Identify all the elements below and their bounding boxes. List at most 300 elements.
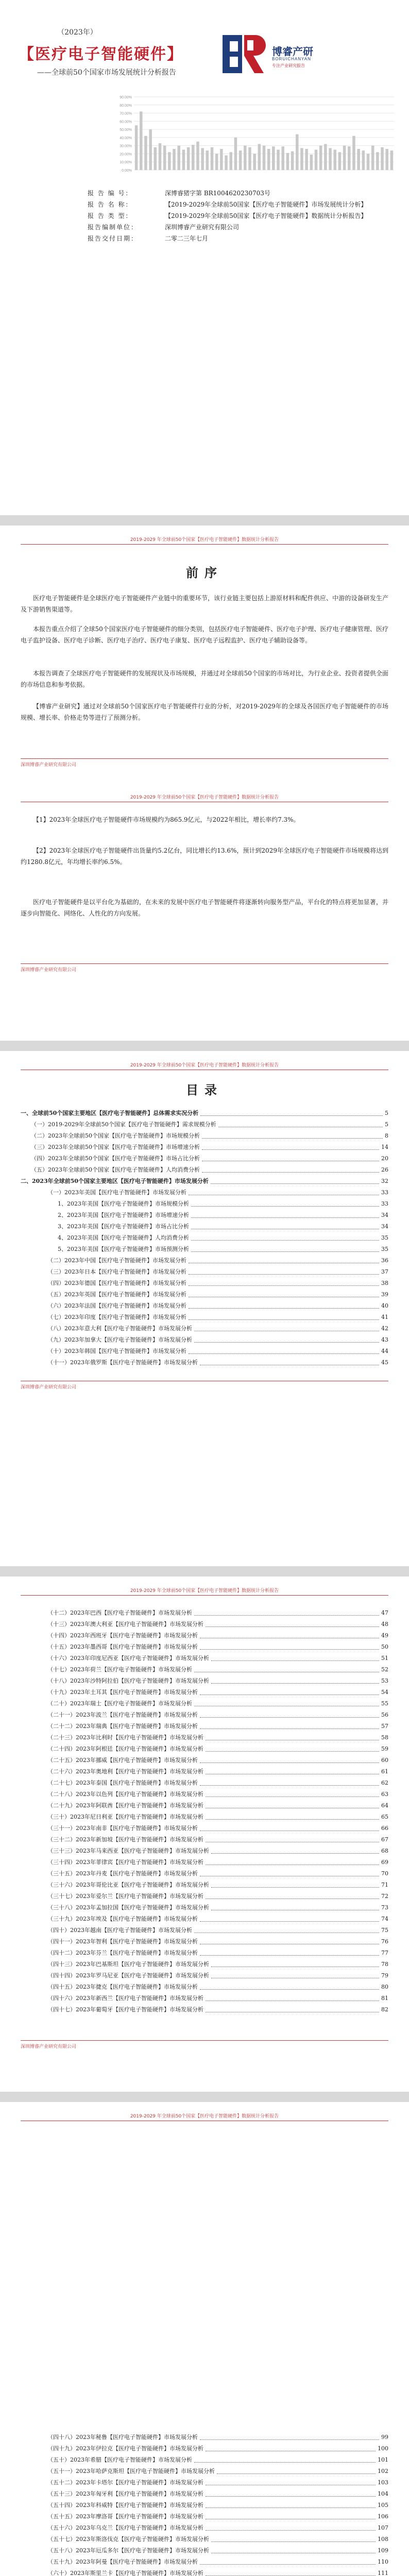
- toc-entry-label: （二十二）2023年瑞典【医疗电子智能硬件】市场发展分析: [47, 1723, 198, 1730]
- toc-entry-label: （四十一）2023年智利【医疗电子智能硬件】市场发展分析: [47, 1938, 198, 1945]
- toc-entry[interactable]: [21, 2432, 388, 2443]
- chart-bar: [211, 147, 214, 170]
- toc-entry[interactable]: [21, 1278, 388, 1289]
- toc-entry[interactable]: [21, 1857, 388, 1868]
- toc-page-number: 37: [381, 1268, 388, 1275]
- toc-page-number: 33: [381, 1189, 388, 1196]
- toc-list: [21, 2432, 388, 2576]
- toc-entry[interactable]: [21, 1811, 388, 1823]
- summary-paragraph: 【1】2023年全球医疗电子智能硬件市场规模约为865.9亿元，与2022年相比，增长率约7.3%。: [33, 816, 300, 823]
- toc-leader-dots: [200, 1785, 379, 1786]
- toc-entry[interactable]: [21, 1210, 388, 1221]
- toc-entry-label: （二十九）2023年阿联酋【医疗电子智能硬件】市场发展分析: [47, 1802, 203, 1809]
- chart-bar: [144, 136, 147, 170]
- toc-entry-label: （十四）2023年西班牙【医疗电子智能硬件】市场发展分析: [47, 1632, 198, 1639]
- meta-row: [88, 233, 386, 244]
- y-tick-label: 90.00%: [120, 96, 132, 99]
- toc-page-number: 63: [381, 1791, 388, 1798]
- toc-entry[interactable]: [21, 1198, 388, 1210]
- toc-entry-label: 5、2023年美国【医疗电子智能硬件】市场预测分析: [58, 1246, 189, 1252]
- toc-entry[interactable]: [21, 1334, 388, 1346]
- toc-page-number: 104: [378, 2490, 388, 2497]
- toc-page-number: 56: [381, 1711, 388, 1718]
- chart-bar: [225, 156, 228, 170]
- page-header: 2019-2029 年全球前50个国家【医疗电子智能硬件】数据统计分析报告: [21, 1061, 388, 1070]
- toc-leader-dots: [211, 1853, 379, 1854]
- toc-entry[interactable]: [21, 1653, 388, 1664]
- toc-leader-dots: [206, 1626, 379, 1627]
- toc-entry[interactable]: [21, 1641, 388, 1653]
- toc-leader-dots: [211, 2541, 376, 2542]
- toc-entry[interactable]: [21, 2454, 388, 2466]
- toc-page: [0, 2102, 409, 2576]
- toc-entry-label: （四十四）2023年罗马尼亚【医疗电子智能硬件】市场发展分析: [47, 1972, 209, 1979]
- chart-bar: [310, 155, 313, 170]
- toc-entry-label: （一）2023年美国【医疗电子智能硬件】市场发展分析: [47, 1189, 186, 1196]
- toc-leader-dots: [202, 1138, 383, 1139]
- toc-page-number: 52: [381, 1666, 388, 1673]
- chart-bar: [329, 148, 332, 170]
- chart-bar: [177, 146, 180, 170]
- toc-entry-label: （十一）2023年俄罗斯【医疗电子智能硬件】市场发展分析: [47, 1359, 198, 1366]
- toc-leader-dots: [200, 1921, 379, 1922]
- chart-bar: [201, 148, 204, 170]
- toc-entry[interactable]: [21, 1357, 388, 1368]
- toc-entry-label: （五十四）2023年科威特【医疗电子智能硬件】市场发展分析: [47, 2502, 203, 2509]
- chart-bar: [196, 142, 199, 170]
- toc-entry[interactable]: [21, 1255, 388, 1266]
- toc-page-number: 70: [381, 1870, 388, 1877]
- toc-entry[interactable]: [21, 1743, 388, 1755]
- toc-page-number: 35: [381, 1246, 388, 1252]
- page-footer: 深圳博睿产业研究有限公司: [21, 758, 388, 771]
- toc-entry-label: （九）2023年加拿大【医疗电子智能硬件】市场发展分析: [47, 1336, 192, 1343]
- toc-entry[interactable]: [21, 1289, 388, 1300]
- toc-leader-dots: [211, 1183, 379, 1184]
- toc-page-number: 14: [381, 1144, 388, 1150]
- chart-bar: [215, 154, 218, 170]
- toc-entry[interactable]: [21, 1108, 388, 1119]
- toc-page-number: 8: [385, 1132, 388, 1139]
- toc-entry[interactable]: [21, 1630, 388, 1641]
- toc-entry-label: （十）2023年韩国【医疗电子智能硬件】市场发展分析: [47, 1348, 186, 1354]
- toc-leader-dots: [191, 1240, 379, 1241]
- toc-entry[interactable]: [21, 1164, 388, 1176]
- toc-entry-label: （三十五）2023年丹麦【医疗电子智能硬件】市场发展分析: [47, 1870, 198, 1877]
- toc-page-number: 34: [381, 1212, 388, 1218]
- toc-entry[interactable]: [21, 1687, 388, 1698]
- toc-page-number: 78: [381, 1961, 388, 1968]
- toc-leader-dots: [200, 1115, 383, 1116]
- toc-page-number: 40: [381, 1302, 388, 1309]
- toc-page-number: 5: [385, 1110, 388, 1116]
- logo-cn-text: 博睿产研: [272, 45, 313, 58]
- toc-page-number: 105: [378, 2502, 388, 2509]
- toc-leader-dots: [211, 1660, 379, 1661]
- toc-entry[interactable]: [21, 1789, 388, 1800]
- toc-entry[interactable]: [21, 1981, 388, 1993]
- meta-key: 报 告 类 型：: [88, 212, 133, 219]
- toc-entry-label: （五十七）2023年斯洛伐克【医疗电子智能硬件】市场发展分析: [47, 2536, 209, 2543]
- toc-entry[interactable]: [21, 1153, 388, 1164]
- toc-entry[interactable]: [21, 1959, 388, 1970]
- toc-page-number: 80: [381, 1984, 388, 1990]
- toc-entry[interactable]: [21, 2466, 388, 2477]
- toc-page-number: 39: [381, 1291, 388, 1298]
- toc-page-number: 35: [381, 1234, 388, 1241]
- toc-entry-label: （三十四）2023年菲律宾【医疗电子智能硬件】市场发展分析: [47, 1859, 203, 1866]
- toc-leader-dots: [191, 1206, 379, 1207]
- chart-bar: [343, 146, 346, 170]
- toc-page-number: 34: [381, 1223, 388, 1230]
- toc-entry-label: （十七）2023年荷兰【医疗电子智能硬件】市场发展分析: [47, 1666, 192, 1673]
- chart-bar: [305, 149, 308, 170]
- toc-entry[interactable]: [21, 1300, 388, 1312]
- meta-row: [88, 188, 386, 199]
- toc-leader-dots: [200, 1955, 379, 1956]
- toc-entry[interactable]: [21, 1607, 388, 1619]
- toc-page: [0, 1577, 409, 2092]
- meta-value: 深博睿猪字第 BR1004620230703号: [165, 190, 270, 197]
- chart-bar: [333, 150, 336, 170]
- toc-entry[interactable]: [21, 1664, 388, 1675]
- toc-entry[interactable]: [21, 1323, 388, 1334]
- meta-key: 报告交付日期：: [88, 235, 139, 242]
- toc-page-number: 36: [381, 1257, 388, 1264]
- toc-entry[interactable]: [21, 1936, 388, 1947]
- toc-entry[interactable]: [21, 1187, 388, 1198]
- toc-page-number: 49: [381, 1632, 388, 1639]
- toc-title: 目录: [186, 1082, 223, 1097]
- meta-value: 深圳博睿产业研究有限公司: [165, 224, 240, 231]
- toc-entry[interactable]: [21, 2556, 388, 2568]
- toc-leader-dots: [200, 2564, 376, 2565]
- chart-bar: [159, 143, 162, 170]
- toc-entry[interactable]: [21, 1925, 388, 1936]
- toc-entry[interactable]: [21, 2511, 388, 2522]
- preface-paragraph: 医疗电子智能硬件是全球医疗电子智能硬件产业链中的重要环节，该行业链主要包括上游原材料和配件供应、中游的设备研发生产及下游销售渠道等。: [21, 595, 388, 613]
- page-header: 2019-2029 年全球前50个国家【医疗电子智能硬件】数据统计分析报告: [21, 1587, 388, 1596]
- chart-bar: [281, 146, 284, 170]
- toc-page-number: 77: [381, 1950, 388, 1956]
- toc-leader-dots: [200, 1694, 379, 1695]
- toc-entry[interactable]: [21, 1993, 388, 2004]
- toc-page-number: 38: [381, 1280, 388, 1286]
- chart-bar: [376, 152, 379, 170]
- toc-page-number: 111: [378, 2570, 388, 2576]
- toc-entry-label: （五十五）2023年摩洛哥【医疗电子智能硬件】市场发展分析: [47, 2513, 203, 2520]
- toc-entry[interactable]: [21, 1732, 388, 1743]
- chart-bar: [135, 125, 138, 170]
- toc-entry-label: （五十六）2023年乌克兰【医疗电子智能硬件】市场发展分析: [47, 2524, 203, 2531]
- y-tick-label: 50.00%: [120, 128, 132, 132]
- toc-entry[interactable]: [21, 2534, 388, 2545]
- toc-entry[interactable]: [21, 1970, 388, 1981]
- toc-entry[interactable]: [21, 1777, 388, 1789]
- meta-row: [88, 199, 386, 210]
- meta-value: 【2019-2029年全球前50国家【医疗电子智能硬件】数据统计分析报告】: [165, 212, 367, 219]
- chart-bar: [277, 150, 280, 170]
- toc-entry[interactable]: [21, 1823, 388, 1834]
- toc-leader-dots: [200, 1989, 379, 1990]
- toc-entry[interactable]: [21, 1119, 388, 1130]
- toc-entry-label: （三十六）2023年哥伦比亚【医疗电子智能硬件】市场发展分析: [47, 1882, 209, 1888]
- toc-entry[interactable]: [21, 1891, 388, 1902]
- toc-leader-dots: [191, 1217, 379, 1218]
- toc-entry[interactable]: [21, 2488, 388, 2500]
- chart-bar: [385, 149, 388, 170]
- toc-entry[interactable]: [21, 1130, 388, 1142]
- chart-bar: [192, 145, 195, 170]
- toc-entry[interactable]: [21, 1346, 388, 1357]
- toc-entry-label: （十八）2023年沙特阿拉伯【医疗电子智能硬件】市场发展分析: [47, 1677, 209, 1684]
- toc-entry[interactable]: [21, 1244, 388, 1255]
- toc-page-number: 58: [381, 1734, 388, 1741]
- chart-bar: [272, 146, 275, 170]
- toc-entry[interactable]: [21, 1698, 388, 1709]
- toc-list: [21, 1607, 388, 2015]
- toc-entry-label: （一）2019-2029年全球前50个国家【医疗电子智能硬件】需求规模分析: [31, 1121, 216, 1128]
- toc-entry-label: （十三）2023年澳大利亚【医疗电子智能硬件】市场发展分析: [47, 1621, 203, 1628]
- toc-entry-label: （八）2023年意大利【医疗电子智能硬件】市场发展分析: [47, 1325, 192, 1332]
- chart-bar: [267, 149, 270, 170]
- toc-leader-dots: [200, 1728, 379, 1729]
- chart-bar: [258, 144, 261, 170]
- toc-page-number: 67: [381, 1836, 388, 1843]
- toc-leader-dots: [189, 1285, 379, 1286]
- chart-bar: [248, 147, 251, 170]
- toc-entry-label: 2、2023年美国【医疗电子智能硬件】市场增速分析: [58, 1212, 189, 1218]
- chart-bar: [357, 149, 360, 170]
- preface-page: [0, 526, 409, 1041]
- toc-entry[interactable]: [21, 1868, 388, 1879]
- toc-entry-label: （十九）2023年土耳其【医疗电子智能硬件】市场发展分析: [47, 1689, 198, 1696]
- toc-leader-dots: [202, 1149, 379, 1150]
- toc-entry[interactable]: [21, 2522, 388, 2534]
- toc-page-number: 66: [381, 1825, 388, 1832]
- toc-list: [21, 1108, 388, 1368]
- logo-tagline: 专注产业研究报告: [272, 63, 305, 68]
- toc-entry[interactable]: [21, 2477, 388, 2488]
- summary-paragraph: 医疗电子智能硬件是以平台化为基础的，在未来的发展中医疗电子智能硬件将逐渐转向服务型产品，平台化的特点将更加显著，并逐步向智能化、网络化、人性化的方向发展。: [21, 899, 388, 917]
- toc-entry-label: （十五）2023年墨西哥【医疗电子智能硬件】市场发展分析: [47, 1643, 198, 1650]
- toc-page-number: 5: [385, 1121, 388, 1128]
- toc-entry[interactable]: [21, 1800, 388, 1811]
- toc-entry[interactable]: [21, 2500, 388, 2511]
- toc-entry-label: 一、全球前50个国家主要地区【医疗电子智能硬件】总体需求实况分析: [21, 1110, 199, 1116]
- toc-entry[interactable]: [21, 1232, 388, 1244]
- chart-bar: [154, 147, 157, 170]
- y-tick-label: 40.00%: [120, 136, 132, 140]
- toc-leader-dots: [206, 1819, 379, 1820]
- toc-page-number: 64: [381, 1802, 388, 1809]
- meta-value: 【2019-2029年全球前50国家【医疗电子智能硬件】市场发展统计分析】: [165, 201, 367, 208]
- toc-entry[interactable]: [21, 2545, 388, 2556]
- toc-page-number: 69: [381, 1859, 388, 1866]
- toc-page-number: 41: [381, 1314, 388, 1320]
- toc-entry-label: （二十五）2023年挪威【医疗电子智能硬件】市场发展分析: [47, 1757, 198, 1764]
- toc-entry-label: 二、2023年全球前50个国家主要地区【医疗电子智能硬件】市场发展分析: [21, 1178, 209, 1184]
- toc-entry-label: （五）2023年英国【医疗电子智能硬件】市场发展分析: [47, 1291, 186, 1298]
- toc-leader-dots: [211, 1887, 379, 1888]
- toc-entry-label: （三十八）2023年孟加拉国【医疗电子智能硬件】市场发展分析: [47, 1904, 209, 1911]
- meta-key: 报 告 名 称：: [88, 201, 133, 208]
- preface-paragraph: 本报告重点介绍了全球50个国家医疗电子智能硬件的细分类别，包括医疗电子智能硬件、医疗电子护理、医疗电子健康管理、医疗电子监护设备、医疗电子诊断、医疗电子治疗、医疗电子康复、医疗电子远程监护、医疗电子辅助设备等。: [21, 625, 388, 644]
- toc-entry-label: （三十二）2023年新加坡【医疗电子智能硬件】市场发展分析: [47, 1836, 203, 1843]
- toc-leader-dots: [194, 1615, 379, 1616]
- toc-entry[interactable]: [21, 1913, 388, 1925]
- cover-year: （2023年）: [57, 28, 97, 37]
- toc-page-number: 103: [378, 2479, 388, 2486]
- toc-entry-label: （二十七）2023年泰国【医疗电子智能硬件】市场发展分析: [47, 1780, 198, 1786]
- toc-entry[interactable]: [21, 1845, 388, 1857]
- toc-entry-label: （十二）2023年巴西【医疗电子智能硬件】市场发展分析: [47, 1609, 192, 1616]
- toc-entry-label: （二十一）2023年波兰【医疗电子智能硬件】市场发展分析: [47, 1711, 198, 1718]
- chart-bar: [173, 149, 176, 170]
- toc-leader-dots: [202, 1172, 379, 1173]
- toc-entry-label: （五十三）2023年匈牙利【医疗电子智能硬件】市场发展分析: [47, 2490, 203, 2497]
- toc-page-number: 71: [381, 1882, 388, 1888]
- toc-page-number: 44: [381, 1348, 388, 1354]
- preface-title: 前序: [186, 565, 223, 580]
- chart-bar: [229, 152, 232, 170]
- toc-entry[interactable]: [21, 2568, 388, 2576]
- toc-leader-dots: [206, 2496, 376, 2497]
- toc-entry-label: （四）2023年全球前50个国家【医疗电子智能硬件】市场占比分析: [31, 1155, 200, 1162]
- toc-entry-label: （十六）2023年印度尼西亚【医疗电子智能硬件】市场发展分析: [47, 1655, 209, 1662]
- page-footer: 深圳博睿产业研究有限公司: [21, 963, 388, 976]
- toc-entry-label: （四十二）2023年芬兰【医疗电子智能硬件】市场发展分析: [47, 1950, 198, 1956]
- toc-entry[interactable]: [21, 1721, 388, 1732]
- chart-bar: [296, 134, 299, 170]
- chart-bar: [163, 146, 166, 170]
- toc-entry-label: （四十六）2023年新西兰【医疗电子智能硬件】市场发展分析: [47, 1995, 203, 2002]
- toc-leader-dots: [200, 1762, 379, 1763]
- toc-entry[interactable]: [21, 1266, 388, 1278]
- y-tick-label: 60.00%: [120, 120, 132, 124]
- toc-entry[interactable]: [21, 1142, 388, 1153]
- toc-page-number: 79: [381, 1972, 388, 1979]
- toc-entry-label: （五十二）2023年卡塔尔【医疗电子智能硬件】市场发展分析: [47, 2479, 203, 2486]
- toc-entry-label: （三十）2023年尼日利亚【医疗电子智能硬件】市场发展分析: [47, 1814, 203, 1820]
- page-header: 2019-2029 年全球前50个国家【医疗电子智能硬件】数据统计分析报告: [21, 536, 388, 545]
- toc-page-number: 106: [378, 2513, 388, 2520]
- toc-entry[interactable]: [21, 2004, 388, 2015]
- meta-key: 报告编制单位：: [88, 224, 139, 231]
- toc-page-number: 60: [381, 1757, 388, 1764]
- chart-bar: [319, 146, 322, 170]
- toc-entry-label: （四十）2023年越南【医疗电子智能硬件】市场发展分析: [47, 1927, 192, 1934]
- toc-page-number: 47: [381, 1609, 388, 1616]
- toc-entry[interactable]: [21, 1879, 388, 1891]
- chart-bar: [362, 150, 365, 170]
- chart-bar: [367, 154, 370, 170]
- chart-bar: [352, 136, 355, 170]
- summary-paragraph: 【2】2023年全球医疗电子智能硬件出货量约5.2亿台，同比增长约13.6%，预计到2029年全球医疗电子智能硬件市场规模将达到约1280.8亿元，年均增长率约6.5%。: [21, 847, 388, 866]
- toc-page-number: 65: [381, 1814, 388, 1820]
- y-tick-label: 10.00%: [120, 161, 132, 165]
- toc-entry-label: （三）2023年日本【医疗电子智能硬件】市场发展分析: [47, 1268, 186, 1275]
- y-tick-label: 20.00%: [120, 152, 132, 157]
- chart-bar: [140, 111, 143, 170]
- chart-bar: [234, 138, 237, 170]
- toc-page-number: 43: [381, 1336, 388, 1343]
- toc-entry[interactable]: [21, 1675, 388, 1687]
- toc-page-number: 82: [381, 2006, 388, 2013]
- toc-entry[interactable]: [21, 1619, 388, 1630]
- chart-bar: [149, 129, 152, 170]
- toc-leader-dots: [194, 1342, 379, 1343]
- toc-page-number: 102: [378, 2468, 388, 2475]
- toc-entry[interactable]: [21, 1766, 388, 1777]
- toc-leader-dots: [189, 1319, 379, 1320]
- toc-page-number: 73: [381, 1904, 388, 1911]
- toc-entry[interactable]: [21, 1312, 388, 1323]
- toc-entry-label: （三十七）2023年爱尔兰【医疗电子智能硬件】市场发展分析: [47, 1893, 203, 1900]
- toc-page-number: 51: [381, 1655, 388, 1662]
- toc-page: [0, 1051, 409, 1566]
- preface-paragraph: 本报告调查了全球医疗电子智能硬件的发展现状及市场规模，并通过对全球前50个国家的市场对比，为行业企业、投资者提供全面的市场信息和参考依据。: [21, 670, 388, 688]
- toc-entry-label: （四十八）2023年秘鲁【医疗电子智能硬件】市场发展分析: [47, 2434, 198, 2441]
- chart-bar: [263, 146, 266, 170]
- chart-bar: [239, 150, 242, 170]
- toc-entry[interactable]: [21, 1834, 388, 1845]
- toc-leader-dots: [189, 1353, 379, 1354]
- toc-leader-dots: [189, 1274, 379, 1275]
- toc-page-number: 50: [381, 1643, 388, 1650]
- toc-entry[interactable]: [21, 1947, 388, 1959]
- toc-entry[interactable]: [21, 1902, 388, 1913]
- toc-leader-dots: [206, 2507, 376, 2508]
- toc-leader-dots: [200, 2439, 379, 2440]
- chart-bar: [291, 151, 294, 170]
- toc-page-number: 101: [378, 2456, 388, 2463]
- cover-bar-chart: [108, 93, 397, 175]
- page-footer: 深圳博睿产业研究有限公司: [21, 1381, 388, 1394]
- chart-bar: [300, 148, 303, 170]
- toc-page-number: 107: [378, 2524, 388, 2531]
- toc-page-number: 48: [381, 1621, 388, 1628]
- y-tick-label: 0.00%: [122, 169, 132, 173]
- cover-subtitle: ——全球前50个国家市场发展统计分析报告: [37, 69, 176, 77]
- toc-page-number: 100: [378, 2445, 388, 2452]
- toc-page-number: 75: [381, 1927, 388, 1934]
- toc-entry-label: （五）2023年全球前50个国家【医疗电子智能硬件】人均消费分析: [31, 1166, 200, 1173]
- report-meta: [88, 188, 386, 244]
- toc-entry-label: （六）2023年法国【医疗电子智能硬件】市场发展分析: [47, 1302, 186, 1309]
- page-header: 2019-2029 年全球前50个国家【医疗电子智能硬件】数据统计分析报告: [21, 2112, 388, 2121]
- toc-page-number: 62: [381, 1780, 388, 1786]
- toc-entry[interactable]: [21, 1221, 388, 1232]
- toc-entry-label: 1、2023年美国【医疗电子智能硬件】市场规模分析: [58, 1200, 189, 1207]
- chart-bar: [244, 146, 247, 170]
- toc-entry-label: （三）2023年全球前50个国家【医疗电子智能硬件】市场增速分析: [31, 1144, 200, 1150]
- chart-bar: [324, 144, 327, 170]
- toc-entry[interactable]: [21, 1755, 388, 1766]
- toc-entry[interactable]: [21, 1709, 388, 1721]
- toc-page-number: 110: [378, 2558, 388, 2565]
- preface-paragraph: 【博睿产业研究】通过对全球前50个国家医疗电子智能硬件行业的分析，对2019-2029年的全球及各国医疗电子智能硬件的市场规模、增长率、价格走势等进行了预测分析。: [21, 703, 388, 721]
- toc-page-number: 109: [378, 2547, 388, 2554]
- toc-entry[interactable]: [21, 1176, 388, 1187]
- y-tick-label: 80.00%: [120, 104, 132, 108]
- toc-leader-dots: [217, 2473, 376, 2474]
- toc-page-number: 55: [381, 1700, 388, 1707]
- toc-entry-label: （二十八）2023年以色列【医疗电子智能硬件】市场发展分析: [47, 1791, 203, 1798]
- cover-page: [0, 0, 409, 515]
- chart-bar: [168, 152, 171, 170]
- toc-entry[interactable]: [21, 2443, 388, 2454]
